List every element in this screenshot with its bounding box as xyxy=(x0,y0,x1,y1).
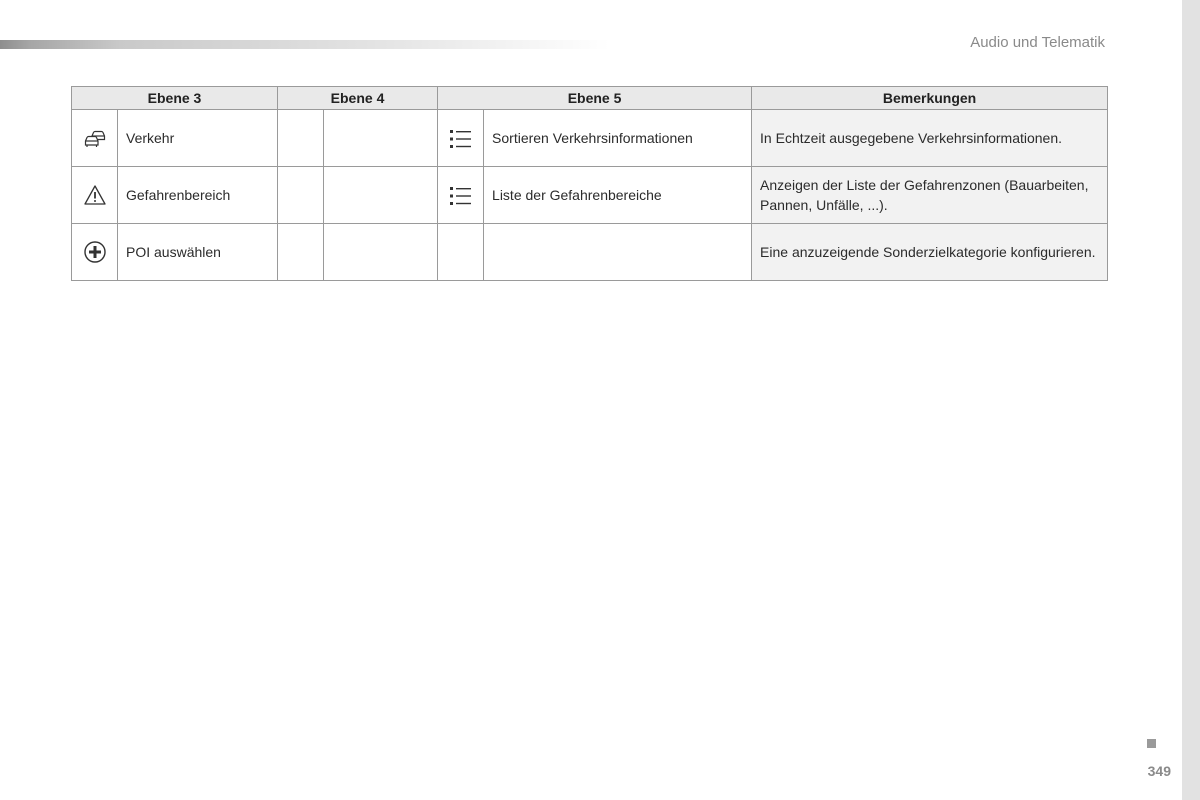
remark-cell: In Echtzeit ausgegebene Verkehrsinformationen. xyxy=(752,110,1108,167)
level5-label: Liste der Gefahrenbereiche xyxy=(484,167,752,224)
table-row xyxy=(72,224,1108,281)
warning-triangle-icon xyxy=(83,184,107,206)
plus-circle-icon xyxy=(83,240,107,264)
table-header-row xyxy=(72,87,1108,110)
column-header-level4: Ebene 4 xyxy=(278,87,438,110)
column-header-level3: Ebene 3 xyxy=(72,87,278,110)
remark-cell: Anzeigen der Liste der Gefahrenzonen (Bauarbeiten, Pannen, Unfälle, ...). xyxy=(752,167,1108,224)
page-number: 349 xyxy=(1147,763,1171,779)
list-icon xyxy=(449,186,473,206)
level4-icon-cell xyxy=(278,167,324,224)
level5-icon-cell xyxy=(438,167,484,224)
level3-label: Gefahrenbereich xyxy=(118,167,278,224)
level5-label xyxy=(484,224,752,281)
column-header-remarks: Bemerkungen xyxy=(752,87,1108,110)
level3-icon-cell xyxy=(72,110,118,167)
level3-label: POI auswählen xyxy=(118,224,278,281)
menu-table xyxy=(71,86,1108,281)
level4-label xyxy=(324,110,438,167)
page-edge-strip xyxy=(1182,0,1200,800)
level4-label xyxy=(324,167,438,224)
level5-icon-cell xyxy=(438,224,484,281)
level3-icon-cell xyxy=(72,224,118,281)
header-decor-bar xyxy=(0,40,610,49)
traffic-cars-icon xyxy=(83,127,107,149)
level4-icon-cell xyxy=(278,224,324,281)
level3-label: Verkehr xyxy=(118,110,278,167)
level4-icon-cell xyxy=(278,110,324,167)
section-title: Audio und Telematik xyxy=(970,34,1105,51)
level4-label xyxy=(324,224,438,281)
list-icon xyxy=(449,129,473,149)
table-row xyxy=(72,167,1108,224)
column-header-level5: Ebene 5 xyxy=(438,87,752,110)
level3-icon-cell xyxy=(72,167,118,224)
level5-icon-cell xyxy=(438,110,484,167)
table-row xyxy=(72,110,1108,167)
remark-cell: Eine anzuzeigende Sonderzielkategorie konfigurieren. xyxy=(752,224,1108,281)
page-marker xyxy=(1147,739,1156,748)
level5-label: Sortieren Verkehrsinformationen xyxy=(484,110,752,167)
